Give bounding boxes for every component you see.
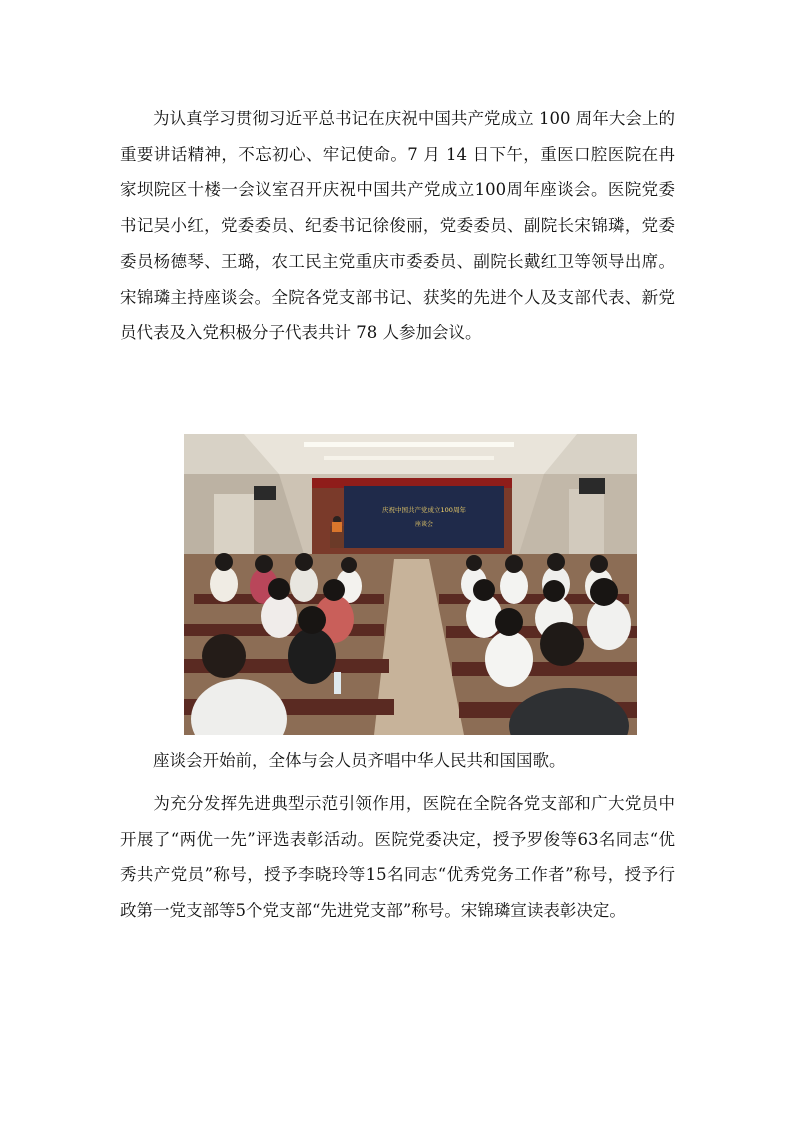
paragraph-awards bbox=[120, 786, 675, 929]
screen-line-1: 庆祝中国共产党成立100周年 bbox=[382, 506, 466, 514]
paragraph-meeting-intro bbox=[120, 101, 675, 351]
photo-caption-text: 座谈会开始前，全体与会人员齐唱中华人民共和国国歌。 bbox=[153, 751, 566, 770]
screen-line-2: 座谈会 bbox=[414, 521, 434, 528]
photo-caption bbox=[153, 743, 673, 779]
paragraph-meeting-intro-text: 为认真学习贯彻习近平总书记在庆祝中国共产党成立 100 周年大会上的重要讲话精神，不忘初心、牢记使命。7 月 14 日下午，重医口腔医院在冉家坝院区十楼一会议室召开庆祝中国共产党成立100周年座谈会。医院党委书记吴小红，党委委员、纪委书记徐俊丽，党委委员、副院长宋锦璘，党委委员杨德琴、王璐，农工民主党重庆市委委员、副院长戴红卫等领导出席。宋锦璘主持座谈会。全院各党支部书记、获奖的先进个人及支部代表、新党员代表及入党积极分子代表共计 78 人参加会议。 bbox=[120, 109, 675, 343]
paragraph-awards-text: 为充分发挥先进典型示范引领作用，医院在全院各党支部和广大党员中开展了“两优一先”评选表彰活动。医院党委决定，授予罗俊等63名同志“优秀共产党员”称号，授予李晓玲等15名同志“优秀党务工作者”称号，授予行政第一党支部等5个党支部“先进党支部”称号。宋锦璘宣读表彰决定。 bbox=[120, 794, 675, 921]
meeting-photo-illustration bbox=[184, 434, 637, 735]
meeting-photo bbox=[184, 434, 637, 735]
